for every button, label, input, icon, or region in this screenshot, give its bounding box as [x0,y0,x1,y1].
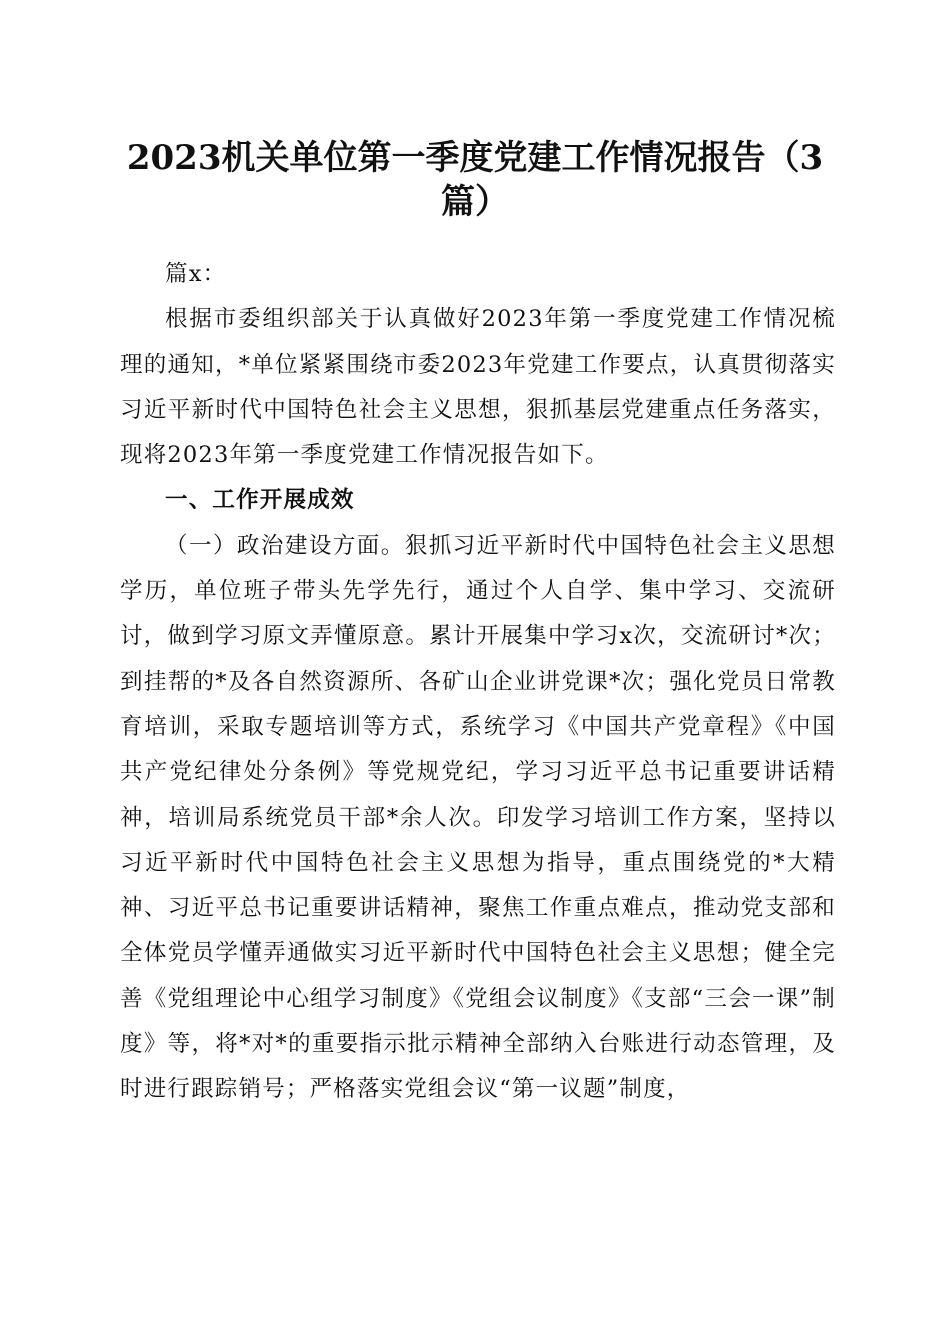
document-title [110,136,840,224]
section-label: 篇x： [165,261,227,287]
title-line-1: 2023机关单位第一季度党建工作情况报告（3 [126,138,824,178]
politics-paragraph: （一）政治建设方面。狠抓习近平新时代中国特色社会主义思想学历，单位班子带头先学先行，通过个人自学、集中学习、交流研讨，做到学习原文弄懂原意。累计开展集中学习x次，交流研讨*次；到挂帮的*及各自然资源所、各矿山企业讲党课*次；强化党员日常教育培训，采取专题培训等方式，系统学习《中国共产党章程》《中国共产党纪律处分条例》等党规党纪，学习习近平总书记重要讲话精神，培训局系统党员干部*余人次。印发学习培训工作方案，坚持以习近平新时代中国特色社会主义思想为指导，重点围绕党的*大精神、习近平总书记重要讲话精神，聚焦工作重点难点，推动党支部和全体党员学懂弄通做实习近平新时代中国特色社会主义思想；健全完善《党组理论中心组学习制度》《党组会议制度》《支部“三会一课”制度》等，将*对*的重要指示批示精神全部纳入台账进行动态管理，及时进行跟踪销号；严格落实党组会议“第一议题”制度， [120,532,836,1103]
title-line-2: 篇） [441,182,509,222]
section-heading: 一、工作开展成效 [165,487,355,514]
intro-paragraph: 根据市委组织部关于认真做好2023年第一季度党建工作情况梳理的通知，*单位紧紧围绕市委2023年党建工作要点，认真贯彻落实习近平新时代中国特色社会主义思想，狠抓基层党建重点任务落实，现将2023年第一季度党建工作情况报告如下。 [120,306,836,469]
document-body [120,252,836,1113]
